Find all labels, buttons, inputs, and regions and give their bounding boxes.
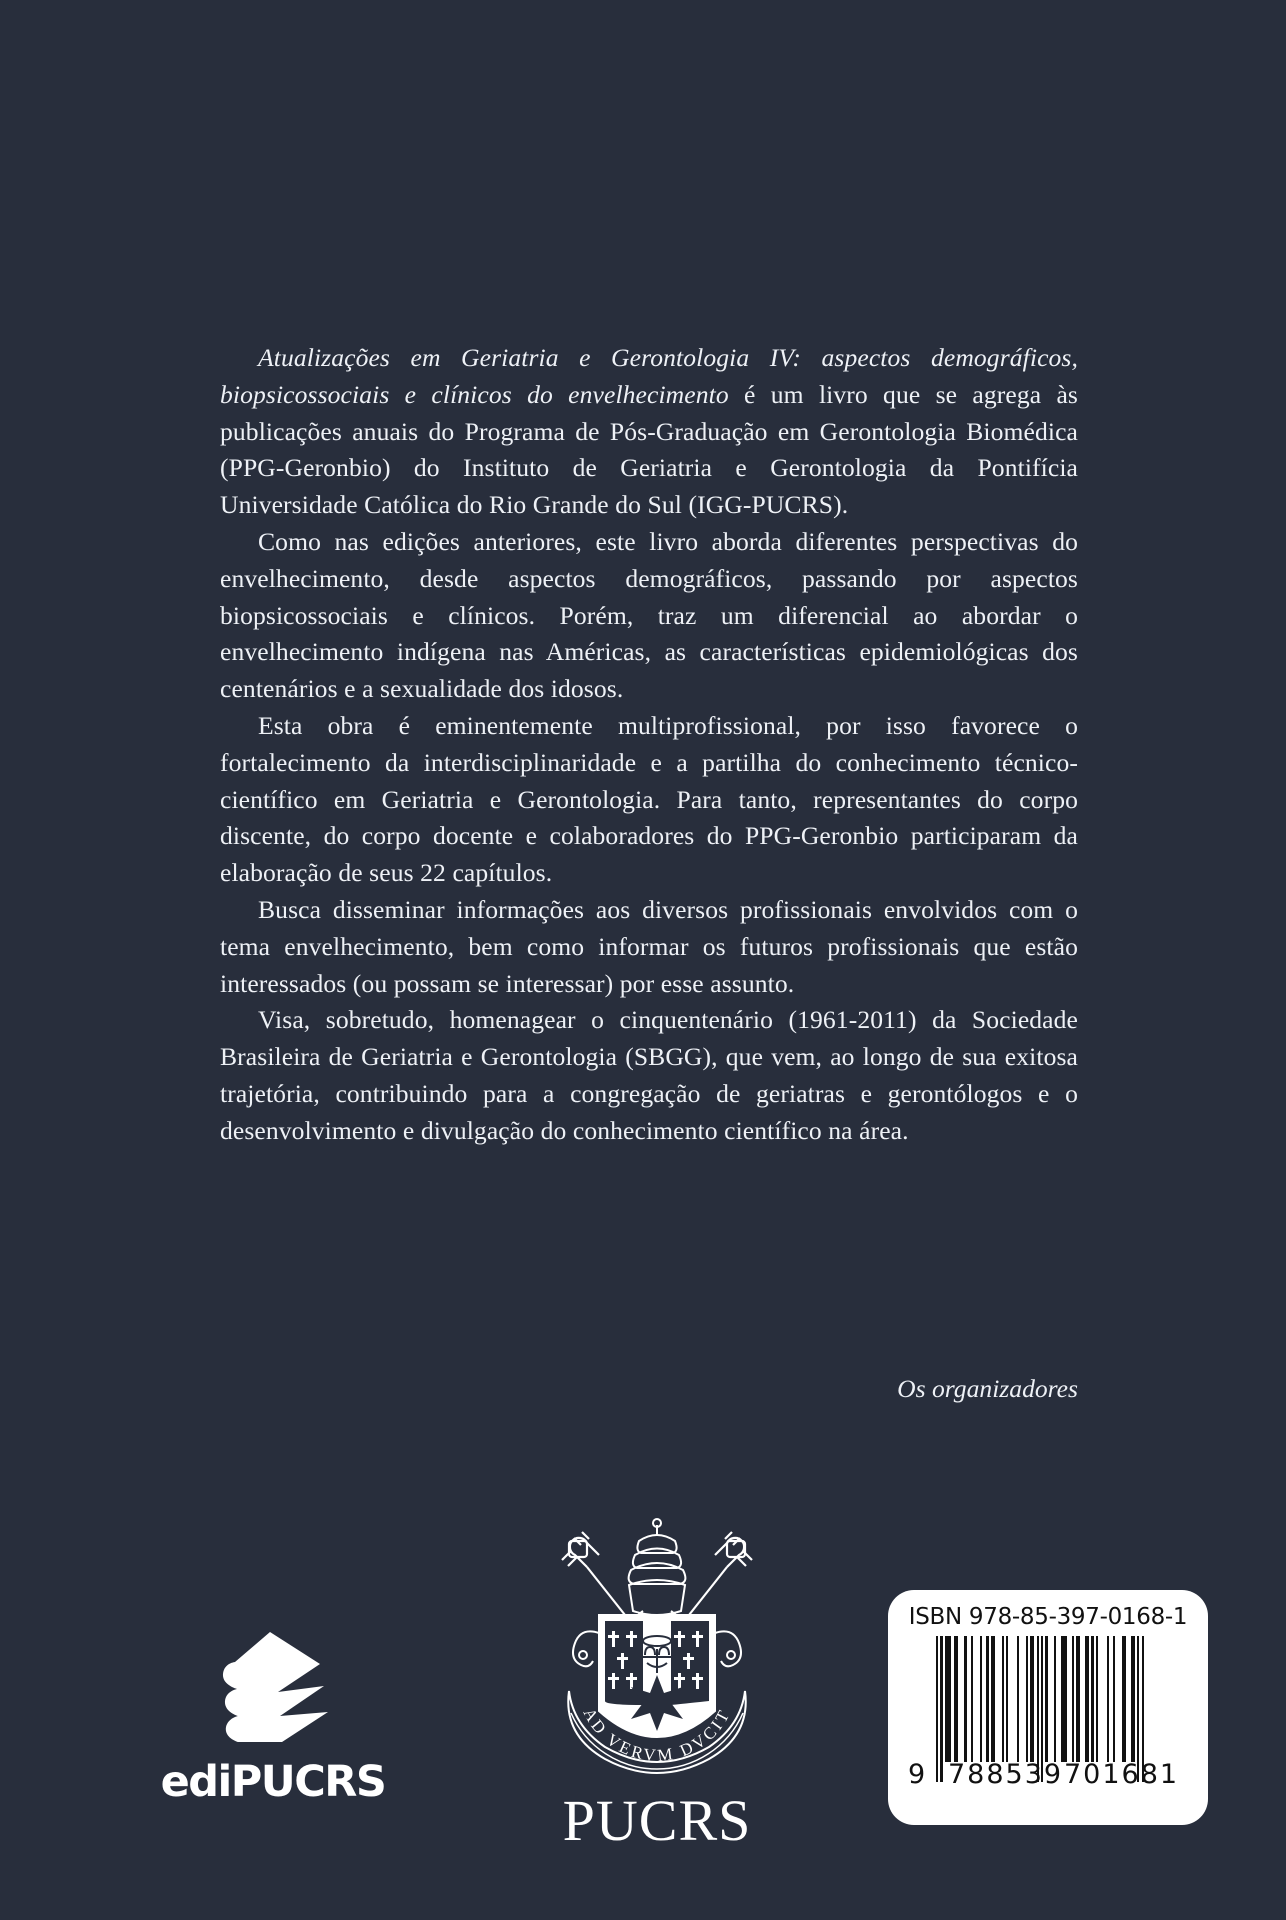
isbn-label: ISBN 978-85-397-0168-1 xyxy=(908,1604,1188,1630)
pucrs-logo xyxy=(447,1500,867,1853)
ean-right-group: 701681 xyxy=(1064,1759,1180,1790)
isbn-barcode-box xyxy=(888,1590,1208,1825)
blurb-paragraph-5: Visa, sobretudo, homenagear o cinquentenário (1961-2011) da Sociedade Brasileira de Geriatria e Gerontologia (SBGG), que vem, ao longo de sua exitosa trajetória, contribuindo para a congregação de geriatras e gerontólogos e o desenvolvimento e divulgação do conhecimento científico na área. xyxy=(220,1005,1078,1145)
pucrs-coat-of-arms-icon xyxy=(547,1515,767,1790)
blurb-paragraph-4: Busca disseminar informações aos diversos profissionais envolvidos com o tema envelhecimento, bem como informar os futuros profissionais que estão interessados (ou possam se interessar) por esse assunto. xyxy=(220,894,1078,998)
edipucrs-logo xyxy=(148,1630,398,1807)
pucrs-wordmark: PUCRS xyxy=(562,1788,752,1853)
edipucrs-wordmark: ediPUCRS xyxy=(160,1757,386,1807)
blurb-paragraph-3: Esta obra é eminentemente multiprofissional, por isso favorece o fortalecimento da interdisciplinaridade e a partilha do conhecimento técnico-científico em Geriatria e Gerontologia. Para tanto, representantes do corpo discente, do corpo docente e colaboradores do PPG-Geronbio participaram da elaboração de seus 22 capítulos. xyxy=(220,710,1078,888)
blurb-paragraph-1-rest: é um livro que se agrega às publicações anuais do Programa de Pós-Graduação em Gerontologia Biomédica (PPG-Geronbio) do Instituto de Geriatria e Gerontologia da Pontifícia Universidade Católica do Rio Grande do Sul (IGG-PUCRS). xyxy=(220,379,1078,520)
ean13-digits xyxy=(906,1760,1190,1790)
ean-left-group: 788539 xyxy=(948,1759,1064,1790)
footer-logo-strip xyxy=(0,1500,1286,1880)
pucrs-motto: AD VERVM DVCIT xyxy=(579,1704,735,1766)
blurb-paragraph-1 xyxy=(220,340,1078,524)
blurb-text-block xyxy=(220,340,1078,1150)
blurb-signature: Os organizadores xyxy=(897,1374,1078,1403)
book-title-italic: Atualizações em Geriatria e Gerontologia IV: aspectos demográficos, biopsicossociais e clínicos do envelhecimento xyxy=(220,343,1078,409)
ean-first-digit: 9 xyxy=(908,1759,926,1790)
open-book-icon xyxy=(208,1630,338,1755)
blurb-paragraph-2: Como nas edições anteriores, este livro aborda diferentes perspectivas do envelhecimento, desde aspectos demográficos, passando por aspectos biopsicossociais e clínicos. Porém, traz um diferencial ao abordar o envelhecimento indígena nas Américas, as características epidemiológicas dos centenários e a sexualidade dos idosos. xyxy=(220,526,1078,704)
barcode-area xyxy=(906,1636,1190,1790)
